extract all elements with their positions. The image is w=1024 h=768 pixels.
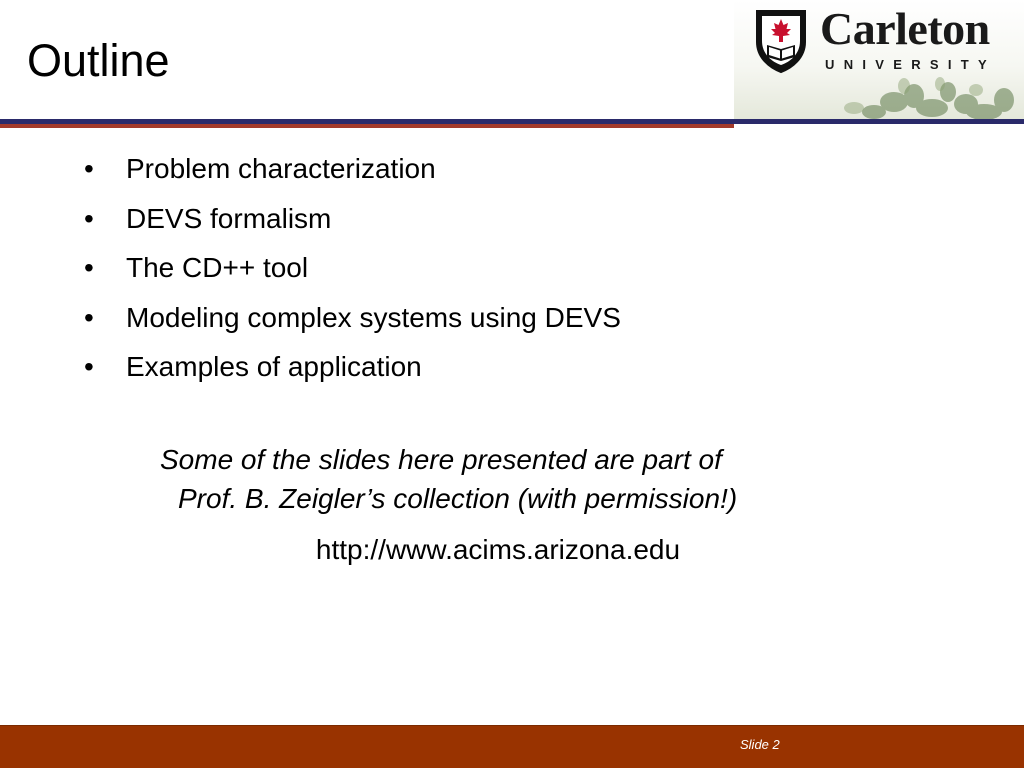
logo-wordmark: Carleton: [820, 3, 990, 54]
source-link[interactable]: http://www.acims.arizona.edu: [315, 534, 681, 565]
bullet-text: DEVS formalism: [126, 202, 332, 234]
list-item: [84, 144, 621, 194]
note-line-1: Some of the slides here presented are part of: [160, 444, 722, 475]
logo-subtitle: UNIVERSITY: [825, 57, 997, 72]
bullet-icon: •: [84, 351, 94, 382]
note-line-2: Prof. B. Zeigler’s collection (with permission!): [178, 483, 738, 514]
list-item: [84, 342, 621, 392]
bullet-icon: •: [84, 252, 94, 283]
slide-number: Slide 2: [740, 737, 780, 752]
bullet-icon: •: [84, 202, 94, 234]
header-rule-red: [0, 124, 734, 128]
carleton-crest-icon: [754, 8, 808, 74]
bullet-text: Modeling complex systems using DEVS: [126, 301, 621, 333]
bullet-text: The CD++ tool: [126, 252, 309, 283]
slide-title: Outline: [27, 35, 170, 86]
university-logo: [734, 0, 1024, 120]
bullet-text: Problem characterization: [126, 153, 436, 184]
footer-bar: [0, 725, 1024, 768]
bullet-list: [84, 144, 621, 392]
bullet-icon: •: [84, 301, 94, 333]
bullet-text: Examples of application: [126, 351, 422, 382]
list-item: [84, 194, 621, 244]
bullet-icon: •: [84, 153, 94, 184]
list-item: [84, 293, 621, 343]
attribution-note: [150, 440, 866, 518]
list-item: [84, 243, 621, 293]
